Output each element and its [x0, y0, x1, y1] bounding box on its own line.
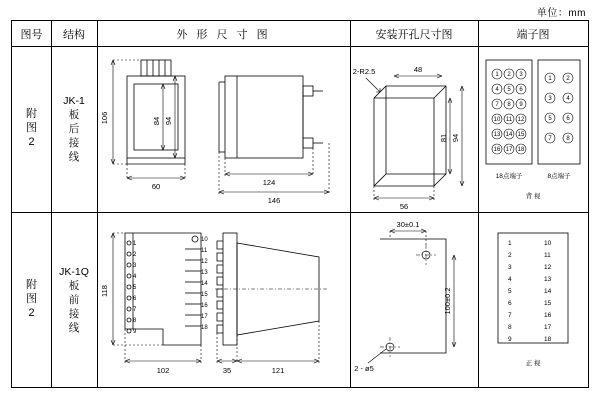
row1-dim-81: 81 — [439, 133, 448, 143]
row2-term-l-6: 6 — [508, 300, 512, 307]
row1-fig-no-l3: 2 — [28, 135, 35, 148]
row2-out-l-3: 3 — [133, 263, 137, 269]
row2-out-r-15: 15 — [201, 292, 208, 298]
row2-term-l-1: 1 — [508, 240, 512, 247]
row1-term-l-5: 5 — [507, 87, 511, 93]
row1-term-l-2: 2 — [507, 72, 511, 78]
row1-term-l-18: 18 — [517, 147, 525, 153]
row1-dim-56: 56 — [399, 202, 409, 211]
row2-dim-holes: 2 - ø5 — [354, 364, 374, 373]
row2-dim-118: 118 — [100, 285, 109, 297]
row1-term-view: 背 视 — [525, 193, 541, 200]
row2-fig-no-l3: 2 — [28, 306, 35, 319]
row2-dim-102: 102 — [156, 366, 170, 375]
row2-term-r-14: 14 — [544, 288, 552, 295]
row2-dim-100: 100±0.2 — [443, 287, 452, 315]
row1-term-l-7: 7 — [495, 102, 499, 108]
row2-structure-l4: 接 — [68, 308, 80, 321]
header-fig-no: 图号 — [20, 28, 43, 41]
row1-structure-l1: JK-1 — [63, 94, 85, 107]
row2-out-r-13: 13 — [201, 270, 208, 276]
row1-structure — [51, 46, 97, 212]
row1-term-r-4: 4 — [566, 96, 570, 102]
row2-out-l-9: 9 — [133, 329, 137, 335]
row1-term-l-1: 1 — [495, 72, 499, 78]
row2-dim-35: 35 — [222, 366, 232, 375]
row2-term-view: 正 视 — [525, 360, 541, 367]
row2-dim-121: 121 — [271, 366, 285, 375]
row1-dim-84: 84 — [152, 116, 161, 126]
row1-term-l-10: 10 — [493, 117, 501, 123]
row2-term-r-11: 11 — [544, 252, 551, 259]
row1-fig-no — [12, 46, 51, 212]
row1-term-l-16: 16 — [493, 147, 501, 153]
row1-term-r-8: 8 — [566, 136, 570, 142]
row2-structure-l2: 板 — [68, 279, 80, 292]
row2-term-r-16: 16 — [544, 312, 552, 319]
row1-term-l-12: 12 — [517, 117, 525, 123]
row1-term-l-9: 9 — [519, 102, 523, 108]
row2-structure — [51, 213, 97, 387]
row1-terminal-diagram — [478, 46, 588, 212]
row2-out-l-6: 6 — [133, 296, 137, 302]
row2-out-r-18: 18 — [201, 325, 208, 331]
row2-fig-no-l1: 附 — [26, 279, 37, 292]
row1-term-r-6: 6 — [566, 116, 570, 122]
row1-term-r-1: 1 — [548, 76, 552, 82]
row1-term-left-caption: 18点端子 — [495, 173, 523, 180]
row1-term-l-4: 4 — [495, 87, 499, 93]
row1-term-right-caption: 8点端子 — [547, 173, 571, 180]
row1-term-l-6: 6 — [519, 87, 523, 93]
header-terminal: 端子图 — [516, 28, 550, 41]
row2-out-l-1: 1 — [133, 241, 137, 247]
row2-terminal-diagram — [478, 213, 588, 387]
row1-dim-r25: 2-R2.5 — [352, 67, 376, 76]
row2-term-l-4: 4 — [508, 276, 512, 283]
row2-out-l-4: 4 — [133, 274, 137, 280]
header-structure: 结构 — [63, 28, 85, 41]
row1-term-l-11: 11 — [505, 117, 513, 123]
row1-structure-l2: 板 — [68, 108, 80, 121]
row1-dim-106: 106 — [100, 111, 109, 125]
row2-out-l-8: 8 — [133, 318, 137, 324]
row2-out-r-14: 14 — [201, 281, 208, 287]
row2-fig-no — [12, 213, 51, 387]
row2-term-l-5: 5 — [508, 288, 512, 295]
row1-mounting-drawing — [350, 46, 478, 212]
row2-term-l-7: 7 — [508, 312, 512, 319]
row2-dim-30: 30±0.1 — [396, 220, 420, 229]
row1-term-l-3: 3 — [519, 72, 523, 78]
row2-term-r-17: 17 — [544, 324, 552, 331]
row1-term-l-15: 15 — [517, 132, 525, 138]
row2-out-l-5: 5 — [133, 285, 137, 291]
row2-structure-l5: 线 — [68, 322, 80, 335]
row1-term-l-13: 13 — [493, 132, 501, 138]
row2-term-l-2: 2 — [508, 252, 512, 259]
row2-out-l-2: 2 — [133, 252, 137, 258]
row2-out-r-12: 12 — [201, 259, 208, 265]
row1-term-l-14: 14 — [505, 132, 513, 138]
row2-structure-l1: JK-1Q — [59, 265, 89, 278]
row2-structure-l3: 前 — [68, 293, 80, 306]
row2-term-l-3: 3 — [508, 264, 512, 271]
row1-term-r-3: 3 — [548, 96, 552, 102]
row1-structure-l3: 后 — [68, 122, 80, 135]
row1-term-r-2: 2 — [566, 76, 570, 82]
dimension-table — [11, 20, 589, 388]
row1-dim-94: 94 — [164, 116, 173, 126]
row2-out-r-16: 16 — [201, 303, 208, 309]
row2-term-r-13: 13 — [544, 276, 552, 283]
row1-term-r-5: 5 — [548, 116, 552, 122]
row1-outline-drawing — [97, 46, 350, 212]
row1-term-l-17: 17 — [505, 147, 513, 153]
header-outline: 外 形 尺 寸 图 — [176, 28, 271, 41]
header-mounting: 安装开孔尺寸图 — [375, 28, 453, 41]
unit-note: 单位：mm — [536, 8, 586, 19]
row1-structure-l5: 线 — [68, 151, 80, 164]
row2-out-l-7: 7 — [133, 307, 137, 313]
row1-dim-94: 94 — [451, 133, 460, 143]
row1-structure-l4: 接 — [68, 137, 80, 150]
row2-term-r-18: 18 — [544, 336, 552, 343]
row1-term-r-7: 7 — [548, 136, 552, 142]
row1-dim-124: 124 — [262, 178, 276, 187]
row2-out-r-11: 11 — [201, 248, 208, 254]
row2-mounting-drawing — [350, 213, 478, 387]
row1-fig-no-l2: 图 — [26, 122, 37, 135]
row2-term-r-12: 12 — [544, 264, 552, 271]
row1-dim-48: 48 — [413, 65, 423, 74]
row1-dim-60: 60 — [151, 182, 161, 191]
row2-term-r-10: 10 — [544, 240, 552, 247]
row2-out-r-10: 10 — [201, 237, 208, 243]
row2-term-l-8: 8 — [508, 324, 512, 331]
row2-outline-drawing — [97, 213, 350, 387]
row2-fig-no-l2: 图 — [26, 293, 37, 306]
row2-out-r-17: 17 — [201, 314, 208, 320]
row1-fig-no-l1: 附 — [26, 108, 37, 121]
row1-term-l-8: 8 — [507, 102, 511, 108]
row2-term-r-15: 15 — [544, 300, 552, 307]
row2-term-l-9: 9 — [508, 336, 512, 343]
row1-dim-146: 146 — [267, 196, 281, 205]
